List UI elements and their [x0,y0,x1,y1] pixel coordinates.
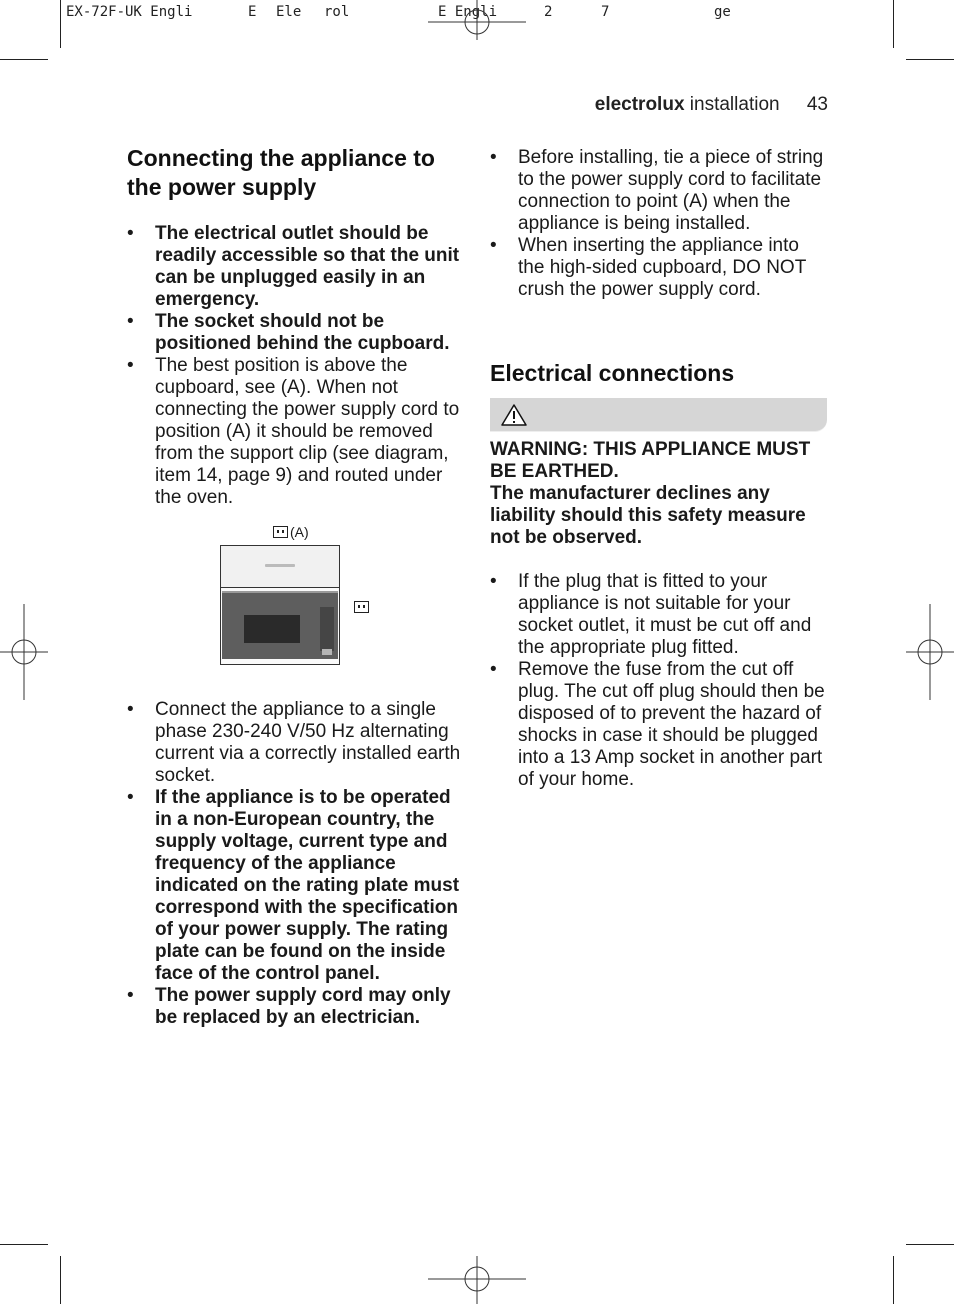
bullet-list [127,223,472,509]
warning-banner [490,398,827,432]
section-heading: Connecting the appliance to the power supply [127,145,435,200]
oven-control-panel [320,607,334,651]
cupboard-door [221,546,339,588]
figure-label-text: (A) [290,524,309,540]
slug-part: E [248,4,257,20]
section-heading: Electrical connections [490,360,735,386]
warning-disclaimer: The manufacturer declines any liability should this safety measure not be observed. [490,483,806,548]
list-item: • The best position is above the cupboard, see (A). When not connecting the power supply cord to position (A) it should be removed from the support clip (see diagram, item 14, page 9) and routed under the oven. [127,355,472,509]
right-column [490,147,830,791]
list-item: • Before installing, tie a piece of string to the power supply cord to facilitate connection to point (A) when the appliance is being installed. [490,147,830,235]
bullet-list [490,147,830,301]
registration-mark-icon [428,0,526,40]
registration-mark-icon [906,604,954,700]
list-item: • Remove the fuse from the cut off plug. The cut off plug should then be disposed of to prevent the hazard of shocks in case it should be plugged into a 13 Amp socket in another part of your home. [490,659,830,791]
list-item: • The socket should not be positioned behind the cupboard. [127,311,472,355]
slug-part: 7 [601,4,610,20]
crop-mark [893,0,894,48]
slug-part: rol [324,4,350,20]
crop-mark [906,1244,954,1245]
slug-part: ge [714,4,731,20]
list-item: • The electrical outlet should be readily accessible so that the unit can be unplugged easily in an emergency. [127,223,472,311]
bullet-list [127,699,472,1029]
warning-triangle-icon [501,404,527,426]
oven-window [244,615,300,643]
installation-diagram [127,521,472,671]
list-item: • When inserting the appliance into the high-sided cupboard, DO NOT crush the power supply cord. [490,235,830,301]
door-handle [265,564,295,567]
slug-part: E Engli [438,4,498,20]
list-item: • The power supply cord may only be replaced by an electrician. [127,985,472,1029]
socket-icon [354,601,369,613]
warning-text [490,439,830,549]
page-number: 43 [806,94,828,115]
left-column [127,144,472,1029]
list-item: • If the appliance is to be operated in a non-European country, the supply voltage, current type and frequency of the appliance indicated on the rating plate must correspond with the specification of your power supply. The rating plate can be found on the inside face of the control panel. [127,787,472,985]
crop-mark [893,1256,894,1304]
cupboard-illustration [220,545,340,665]
running-header [595,94,828,116]
slug-part: Ele [276,4,302,20]
slug-part: EX-72F-UK Engli [66,4,193,20]
crop-mark [60,1256,61,1304]
section-name: installation [689,94,780,115]
crop-mark [0,1244,48,1245]
figure-label [273,521,309,543]
list-item: • Connect the appliance to a single phase 230-240 V/50 Hz alternating current via a correctly installed earth socket. [127,699,472,787]
crop-mark [906,59,954,60]
warning-heading: WARNING: THIS APPLIANCE MUST BE EARTHED. [490,439,811,482]
slug-part: 2 [544,4,553,20]
oven-button [322,649,332,655]
registration-mark-icon [428,1256,526,1304]
list-item: • If the plug that is fitted to your appliance is not suitable for your socket outlet, it must be cut off and the appropriate plug fitted. [490,571,830,659]
bullet-list [490,571,830,791]
brand-name: electrolux [594,94,685,115]
oven-illustration [222,591,338,659]
crop-mark [0,59,48,60]
crop-mark [60,0,61,48]
socket-icon [273,526,288,538]
registration-mark-icon [0,604,48,700]
